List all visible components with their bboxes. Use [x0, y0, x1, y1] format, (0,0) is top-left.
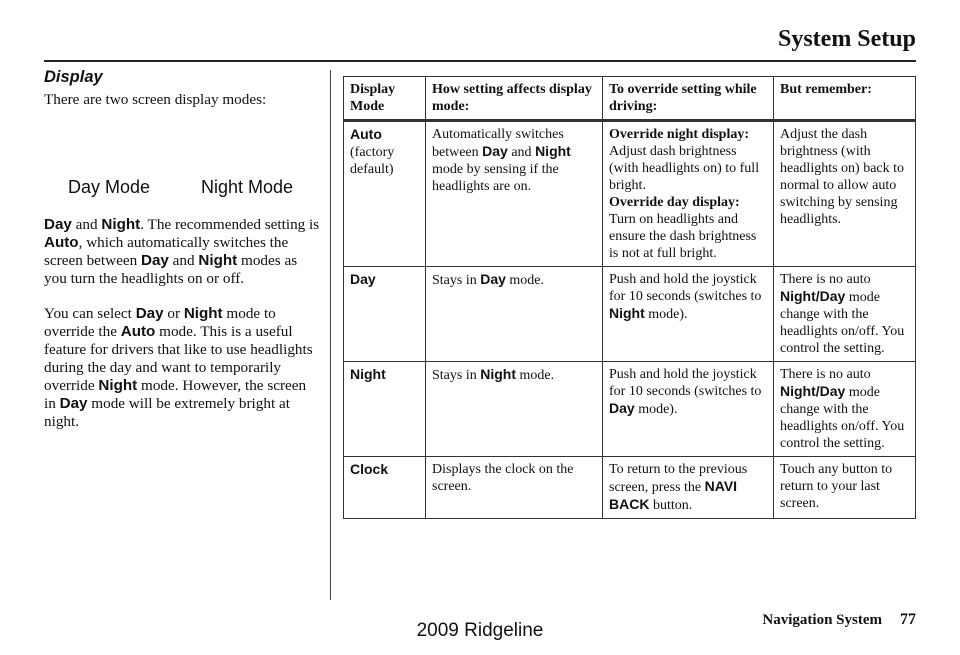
section-title: Display: [44, 68, 103, 86]
text: . The recommended setting is: [140, 216, 320, 233]
term: Night: [183, 305, 223, 322]
paragraph-modes: [44, 216, 320, 288]
text: , which automatically switches the screen between: [44, 234, 289, 269]
cell-override: [603, 121, 774, 267]
cell-remember: Adjust the dash brightness (with headlights on) back to normal to allow auto switching by sensing headlights.: [774, 121, 916, 267]
page-number: 77: [900, 611, 916, 628]
intro-text: There are two screen display modes:: [44, 91, 267, 108]
cell-how: [426, 362, 603, 457]
text: mode will be extremely bright at night.: [44, 395, 290, 430]
override-day-text: Turn on headlights and ensure the dash brightness is not at full bright.: [609, 212, 757, 261]
cell-override: [603, 457, 774, 519]
override-night-text: Adjust dash brightness (with headlights on) to full bright.: [609, 144, 760, 193]
paragraph-override: [44, 305, 320, 431]
text: mode.: [505, 273, 545, 288]
display-mode-table: [343, 76, 916, 519]
term: Night: [198, 252, 238, 269]
text: To return to the previous screen, press the: [609, 462, 748, 495]
text: mode to override the: [44, 305, 276, 340]
text: and: [168, 252, 199, 269]
left-column: [44, 68, 320, 448]
text: Stays in: [432, 368, 481, 383]
text: Stays in: [432, 273, 481, 288]
header-how-setting: How setting affects display mode:: [426, 77, 603, 121]
text: and: [71, 216, 102, 233]
term: Night: [98, 377, 138, 394]
cell-override: [603, 362, 774, 457]
cell-how: [426, 267, 603, 362]
term: Night: [609, 305, 645, 321]
mode-name: Day: [350, 271, 376, 287]
column-divider: [330, 70, 331, 600]
term: Night: [780, 383, 816, 399]
term: Day: [482, 143, 508, 159]
text: There is no auto: [780, 367, 871, 382]
term: Day: [480, 271, 506, 287]
footer-label: Navigation System: [762, 612, 882, 628]
header-remember: But remember:: [774, 77, 916, 121]
text: Push and hold the joystick for 10 seconds (switches to: [609, 367, 762, 399]
term: Day: [609, 400, 635, 416]
mode-name: Night: [350, 366, 386, 382]
term: Day: [819, 383, 846, 399]
header-rule: [44, 60, 916, 62]
page-header-title: System Setup: [777, 26, 916, 52]
text: /: [815, 288, 820, 304]
term: Night: [101, 216, 141, 233]
mode-note: (factory default): [350, 145, 395, 177]
mode-name: Auto: [350, 126, 382, 142]
term: Day: [59, 395, 88, 412]
table-row-day: [344, 267, 916, 362]
term: Day: [140, 252, 169, 269]
term: Day: [819, 288, 846, 304]
text: You can select: [44, 305, 136, 322]
text: mode by sensing if the headlights are on.: [432, 162, 559, 194]
day-mode-label: Day Mode: [68, 177, 151, 197]
text: Push and hold the joystick for 10 seconds (switches to: [609, 272, 762, 304]
override-day-heading: Override day display:: [609, 195, 740, 210]
text: modes as you turn the headlights on or off.: [44, 252, 298, 287]
header-override: To override setting while driving:: [603, 77, 774, 121]
cell-remember: [774, 267, 916, 362]
cell-mode: [344, 267, 426, 362]
cell-remember: [774, 362, 916, 457]
text: mode. This is a useful feature for drivers that like to use headlights during the day and want to temporarily override: [44, 323, 313, 394]
cell-remember: Touch any button to return to your last screen.: [774, 457, 916, 519]
term: Night: [535, 143, 571, 159]
cell-mode: [344, 121, 426, 267]
mode-images: [44, 126, 320, 216]
cell-override: [603, 267, 774, 362]
text: mode.: [516, 368, 555, 383]
term: Night: [480, 366, 516, 382]
cell-how: [426, 121, 603, 267]
text: or: [163, 305, 184, 322]
text: /: [815, 383, 820, 399]
cell-how: Displays the clock on the screen.: [426, 457, 603, 519]
term: Day: [44, 216, 72, 233]
text: mode change with the headlights on/off. You control the setting.: [780, 385, 905, 451]
cell-mode: [344, 457, 426, 519]
table-row-night: [344, 362, 916, 457]
term: Day: [135, 305, 164, 322]
night-mode-label: Night Mode: [201, 177, 294, 197]
table-row-clock: [344, 457, 916, 519]
watermark: 2009 Ridgeline: [416, 620, 544, 641]
text: mode. However, the screen in: [44, 377, 307, 412]
term: Night: [780, 288, 816, 304]
term: NAVI BACK: [609, 478, 738, 512]
text: mode).: [644, 307, 688, 322]
override-night-heading: Override night display:: [609, 127, 750, 142]
header-display-mode: Display Mode: [344, 77, 426, 121]
cell-mode: [344, 362, 426, 457]
term: Auto: [44, 234, 79, 251]
term: Auto: [120, 323, 156, 340]
text: Automatically switches between: [432, 127, 564, 160]
table-row-auto: [344, 121, 916, 267]
mode-name: Clock: [350, 461, 389, 477]
text: and: [507, 145, 536, 160]
text: mode change with the headlights on/off. You control the setting.: [780, 290, 905, 356]
table-header-row: [344, 77, 916, 121]
text: There is no auto: [780, 272, 871, 287]
text: mode).: [634, 402, 678, 417]
text: button.: [649, 498, 693, 513]
